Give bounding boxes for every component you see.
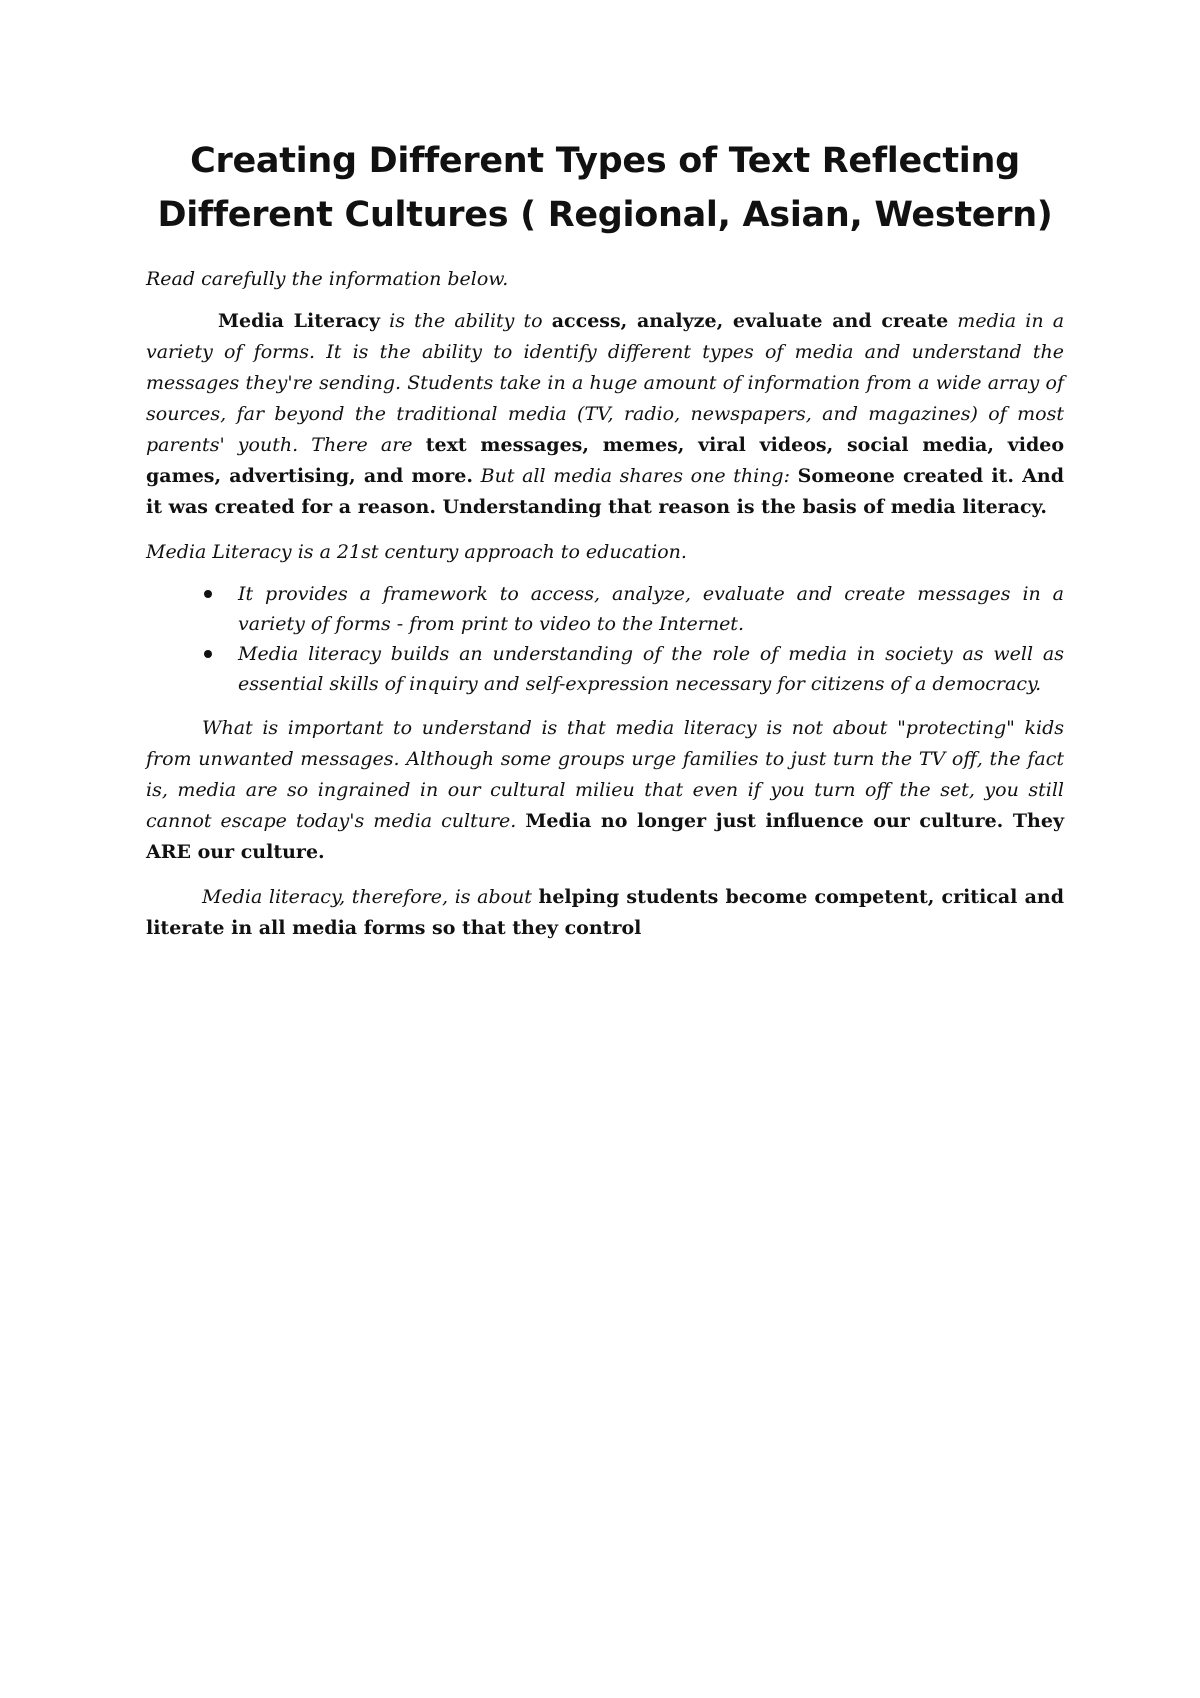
p4-text-2: helping students become competent, critical and literate in all media forms so that they control [146, 886, 1064, 939]
document-title [146, 134, 1064, 242]
p1-text-5: text messages, memes, viral videos, social media, video games, advertising, and more. [146, 434, 1065, 487]
p3-text-2: Media no longer just influence our culture. They ARE our culture. [146, 810, 1064, 863]
list-item [146, 639, 1064, 699]
bullet-icon [204, 650, 212, 658]
p1-text-2: is the ability to [380, 310, 552, 332]
p3-text-1: What is important to understand is that media literacy is not about "protecting" kids from unwanted messages. Although some groups urge families to just turn the TV off, the fact is, media are so ingrained in our cultural milieu that even if you turn off the set, you still cannot escape today's media culture. [146, 717, 1064, 832]
bullet-list [146, 579, 1064, 699]
paragraph-media-literacy-definition [146, 306, 1064, 523]
p1-text-4: media in a variety of forms. It is the ability to identify different types of media and understand the messages they're sending. Students take in a huge amount of information from a wide array of sources, far beyond the traditional media (TV, radio, newspapers, and magazines) of most parents' youth. There are [146, 310, 1065, 456]
intro-text: Read carefully the information below. [146, 268, 509, 290]
p1-text-3: access, analyze, evaluate and create [551, 310, 949, 332]
term-media-literacy: Media Literacy [218, 310, 381, 332]
title-line-2: Different Cultures ( Regional, Asian, Western) [157, 195, 1053, 235]
paragraph-media-literacy-therefore [146, 882, 1064, 944]
bullet-text: It provides a framework to access, analyze, evaluate and create messages in a variety of forms - from print to video to the Internet. [238, 583, 1064, 635]
p1-text-7: Someone created it. And it was created for a reason. Understanding that reason is the basis of media literacy. [146, 465, 1064, 518]
document-page [146, 134, 1064, 958]
title-line-1: Creating Different Types of Text Reflecting [190, 141, 1020, 181]
bullet-text: Media literacy builds an understanding of the role of media in society as well as essential skills of inquiry and self-expression necessary for citizens of a democracy. [238, 643, 1064, 695]
bullet-icon [204, 590, 212, 598]
p4-text-1: Media literacy, therefore, is about [202, 886, 539, 908]
paragraph-protecting-kids [146, 713, 1064, 868]
list-item [146, 579, 1064, 639]
paragraph-21st-century: Media Literacy is a 21st century approach to education. [146, 541, 687, 563]
p1-text-6: But all media shares one thing: [472, 465, 798, 487]
